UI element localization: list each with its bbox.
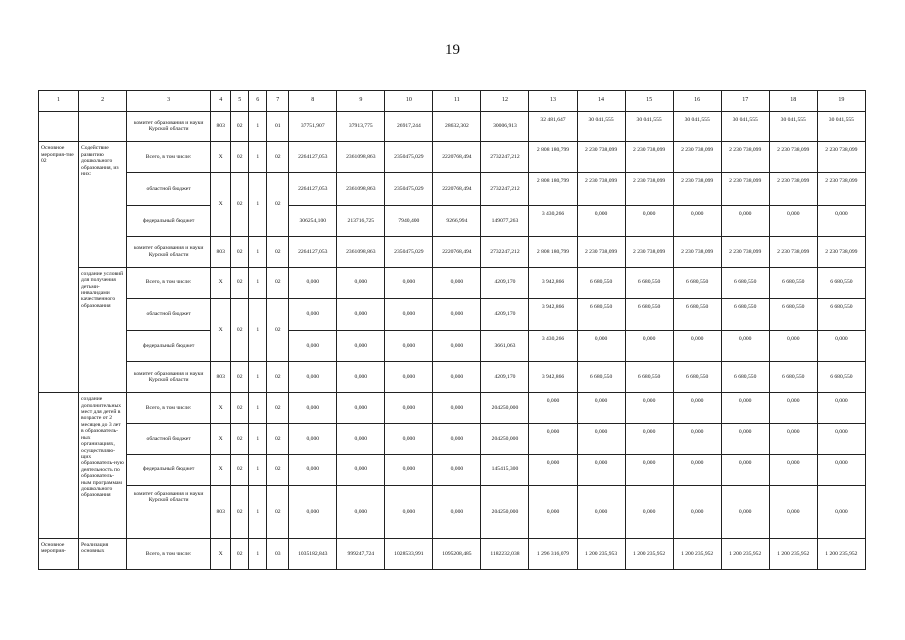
value-cell: 0,000 — [625, 206, 673, 237]
table-row — [39, 539, 866, 570]
header-cell: 12 — [481, 91, 529, 112]
grbs-cell: 803 — [211, 236, 231, 267]
value-cell: 6 680,550 — [577, 267, 625, 298]
event-name-cell: создание дополнительных мест для детей в возрасте от 2 месяцев до 3 лет в образователь-ных организациях, осуществляю-щих образователь-ную деятельность по образователь-ным программам дошкольного образования — [79, 393, 127, 539]
value-cell: 2732247,212 — [481, 236, 529, 267]
value-cell: 6 680,550 — [625, 362, 673, 393]
value-cell: 2361098,863 — [337, 173, 385, 206]
header-cell: 8 — [289, 91, 337, 112]
value-cell: 6 680,550 — [769, 362, 817, 393]
value-cell: 2 230 738,099 — [769, 142, 817, 173]
value-cell: 213716,725 — [337, 206, 385, 237]
value-cell: 0,000 — [673, 454, 721, 485]
value-cell: 3 430,266 — [529, 331, 577, 362]
header-cell: 9 — [337, 91, 385, 112]
value-cell: 26917,244 — [385, 111, 433, 142]
grbs-cell: X — [211, 267, 231, 298]
header-cell: 15 — [625, 91, 673, 112]
value-cell: 2350475,029 — [385, 236, 433, 267]
value-cell: 3 430,266 — [529, 206, 577, 237]
code-cell: 02 — [267, 236, 289, 267]
code-cell: 02 — [267, 298, 289, 362]
value-cell: 4209,170 — [481, 298, 529, 331]
table-row — [39, 485, 866, 538]
value-cell: 1 296 316,079 — [529, 539, 577, 570]
value-cell: 30 041,555 — [769, 111, 817, 142]
pr-cell: 1 — [249, 454, 267, 485]
grbs-cell: X — [211, 173, 231, 237]
pr-cell: 1 — [249, 485, 267, 538]
value-cell: 0,000 — [625, 423, 673, 454]
header-cell: 10 — [385, 91, 433, 112]
value-cell: 2 230 738,099 — [721, 142, 769, 173]
value-cell: 0,000 — [721, 423, 769, 454]
value-cell: 2 230 738,099 — [769, 236, 817, 267]
value-cell: 0,000 — [289, 331, 337, 362]
header-cell: 7 — [267, 91, 289, 112]
value-cell: 4209,170 — [481, 362, 529, 393]
value-cell: 2350475,029 — [385, 173, 433, 206]
table-row — [39, 142, 866, 173]
value-cell: 28632,302 — [433, 111, 481, 142]
source-cell: федеральный бюджет — [127, 331, 211, 362]
value-cell: 6 680,550 — [721, 267, 769, 298]
grbs-cell: X — [211, 454, 231, 485]
pr-cell: 1 — [249, 236, 267, 267]
value-cell: 0,000 — [577, 423, 625, 454]
value-cell: 30 041,555 — [721, 111, 769, 142]
main-event-cell: Основное мероприя-тие 02 — [39, 142, 79, 393]
code-cell: 02 — [267, 423, 289, 454]
source-cell: Всего, в том числе: — [127, 267, 211, 298]
value-cell: 0,000 — [385, 331, 433, 362]
value-cell: 0,000 — [433, 393, 481, 424]
value-cell: 0,000 — [769, 454, 817, 485]
value-cell: 0,000 — [625, 454, 673, 485]
rz-cell: 02 — [231, 423, 249, 454]
value-cell: 37913,775 — [337, 111, 385, 142]
value-cell: 204250,000 — [481, 423, 529, 454]
value-cell: 2 808 180,799 — [529, 142, 577, 173]
value-cell: 0,000 — [289, 298, 337, 331]
rz-cell: 02 — [231, 111, 249, 142]
value-cell: 1 200 235,952 — [625, 539, 673, 570]
value-cell: 3 942,866 — [529, 362, 577, 393]
value-cell: 2 230 738,099 — [769, 173, 817, 206]
value-cell: 0,000 — [817, 423, 865, 454]
table-row — [39, 393, 866, 424]
value-cell: 6 680,550 — [769, 298, 817, 331]
code-cell: 02 — [267, 142, 289, 173]
source-cell: федеральный бюджет — [127, 454, 211, 485]
value-cell: 0,000 — [289, 362, 337, 393]
source-cell: Всего, в том числе: — [127, 142, 211, 173]
value-cell: 6 680,550 — [817, 298, 865, 331]
value-cell: 0,000 — [433, 362, 481, 393]
value-cell: 0,000 — [433, 454, 481, 485]
rz-cell: 02 — [231, 267, 249, 298]
source-cell: комитет образования и науки Курской области — [127, 362, 211, 393]
pr-cell: 1 — [249, 111, 267, 142]
value-cell: 0,000 — [289, 485, 337, 538]
value-cell: 30 041,555 — [673, 111, 721, 142]
source-cell: комитет образования и науки Курской области — [127, 236, 211, 267]
value-cell: 2 230 738,099 — [817, 173, 865, 206]
value-cell: 2 230 738,099 — [625, 142, 673, 173]
value-cell: 204250,000 — [481, 393, 529, 424]
header-cell: 1 — [39, 91, 79, 112]
value-cell: 0,000 — [529, 393, 577, 424]
value-cell: 0,000 — [769, 206, 817, 237]
value-cell: 6 680,550 — [577, 298, 625, 331]
value-cell: 1 200 235,952 — [721, 539, 769, 570]
value-cell: 6 680,550 — [817, 267, 865, 298]
value-cell: 0,000 — [385, 485, 433, 538]
value-cell: 0,000 — [433, 331, 481, 362]
page-number: 19 — [445, 42, 460, 58]
value-cell: 2 230 738,099 — [625, 173, 673, 206]
table-row — [39, 236, 866, 267]
value-cell: 145415,300 — [481, 454, 529, 485]
value-cell: 6 680,550 — [721, 362, 769, 393]
value-cell: 0,000 — [673, 393, 721, 424]
value-cell: 6 680,550 — [673, 362, 721, 393]
table-row — [39, 206, 866, 237]
rz-cell: 02 — [231, 393, 249, 424]
value-cell: 0,000 — [289, 393, 337, 424]
grbs-cell: X — [211, 298, 231, 362]
value-cell: 30006,913 — [481, 111, 529, 142]
rz-cell: 02 — [231, 142, 249, 173]
code-cell: 02 — [267, 173, 289, 237]
event-name-cell: Реализация основных — [79, 539, 127, 570]
value-cell: 0,000 — [337, 331, 385, 362]
value-cell: 0,000 — [385, 298, 433, 331]
header-cell: 6 — [249, 91, 267, 112]
value-cell: 0,000 — [433, 267, 481, 298]
table-row — [39, 331, 866, 362]
value-cell: 306254,100 — [289, 206, 337, 237]
value-cell: 2264127,053 — [289, 236, 337, 267]
source-cell: областной бюджет — [127, 423, 211, 454]
pr-cell: 1 — [249, 298, 267, 362]
value-cell: 0,000 — [721, 454, 769, 485]
value-cell: 2361098,863 — [337, 236, 385, 267]
value-cell: 0,000 — [817, 393, 865, 424]
table-row — [39, 298, 866, 331]
value-cell: 0,000 — [673, 423, 721, 454]
value-cell: 149077,263 — [481, 206, 529, 237]
table-row — [39, 267, 866, 298]
value-cell: 1028533,991 — [385, 539, 433, 570]
table-row — [39, 111, 866, 142]
main-event-cell — [39, 393, 79, 539]
value-cell: 2 230 738,099 — [577, 142, 625, 173]
value-cell: 2 230 738,099 — [817, 142, 865, 173]
source-cell: комитет образования и науки Курской области — [127, 111, 211, 142]
rz-cell: 02 — [231, 173, 249, 237]
table-row — [39, 362, 866, 393]
event-name-cell: создание условий для получения детьми-инвалидами качественного образования — [79, 267, 127, 392]
pr-cell: 1 — [249, 539, 267, 570]
value-cell: 30 041,555 — [577, 111, 625, 142]
grbs-cell: X — [211, 393, 231, 424]
header-row — [39, 91, 866, 112]
value-cell: 0,000 — [385, 362, 433, 393]
value-cell: 0,000 — [337, 298, 385, 331]
value-cell: 0,000 — [673, 485, 721, 538]
value-cell: 0,000 — [385, 454, 433, 485]
value-cell: 2361098,863 — [337, 142, 385, 173]
source-cell: областной бюджет — [127, 173, 211, 206]
value-cell: 2 230 738,099 — [577, 236, 625, 267]
value-cell: 0,000 — [625, 393, 673, 424]
value-cell: 0,000 — [721, 331, 769, 362]
value-cell: 2 808 180,799 — [529, 173, 577, 206]
value-cell: 2 230 738,099 — [721, 236, 769, 267]
value-cell: 6 680,550 — [769, 267, 817, 298]
value-cell: 0,000 — [337, 423, 385, 454]
value-cell: 0,000 — [817, 331, 865, 362]
value-cell: 6 680,550 — [817, 362, 865, 393]
source-cell: комитет образования и науки Курской области — [127, 485, 211, 538]
value-cell: 0,000 — [529, 454, 577, 485]
main-event-cell: Основное мероприя- — [39, 539, 79, 570]
source-cell: Всего, в том числе: — [127, 539, 211, 570]
value-cell: 32 481,647 — [529, 111, 577, 142]
value-cell: 2 230 738,099 — [577, 173, 625, 206]
rz-cell: 02 — [231, 362, 249, 393]
value-cell: 0,000 — [337, 362, 385, 393]
grbs-cell: X — [211, 423, 231, 454]
value-cell: 4209,170 — [481, 267, 529, 298]
value-cell: 37751,907 — [289, 111, 337, 142]
value-cell: 30 041,555 — [625, 111, 673, 142]
pr-cell: 1 — [249, 173, 267, 237]
value-cell: 0,000 — [289, 267, 337, 298]
value-cell: 0,000 — [529, 423, 577, 454]
value-cell: 9266,994 — [433, 206, 481, 237]
rz-cell: 02 — [231, 298, 249, 362]
table-row — [39, 173, 866, 206]
value-cell: 1182232,038 — [481, 539, 529, 570]
value-cell: 3661,063 — [481, 331, 529, 362]
value-cell: 1 200 235,952 — [769, 539, 817, 570]
code-cell: 02 — [267, 362, 289, 393]
value-cell: 0,000 — [385, 267, 433, 298]
header-cell: 18 — [769, 91, 817, 112]
value-cell: 1035182,843 — [289, 539, 337, 570]
header-cell: 17 — [721, 91, 769, 112]
value-cell: 6 680,550 — [673, 298, 721, 331]
value-cell: 0,000 — [529, 485, 577, 538]
table-row — [39, 423, 866, 454]
code-cell: 02 — [267, 393, 289, 424]
value-cell: 0,000 — [769, 485, 817, 538]
value-cell: 1 200 235,952 — [673, 539, 721, 570]
value-cell: 2732247,212 — [481, 173, 529, 206]
rz-cell: 02 — [231, 539, 249, 570]
value-cell: 0,000 — [721, 393, 769, 424]
rz-cell: 02 — [231, 236, 249, 267]
value-cell: 2 230 738,099 — [721, 173, 769, 206]
pr-cell: 1 — [249, 393, 267, 424]
value-cell: 0,000 — [433, 423, 481, 454]
value-cell: 0,000 — [337, 485, 385, 538]
value-cell: 0,000 — [337, 393, 385, 424]
code-cell: 02 — [267, 454, 289, 485]
value-cell: 1 200 235,952 — [817, 539, 865, 570]
header-cell: 11 — [433, 91, 481, 112]
value-cell: 2 230 738,099 — [673, 142, 721, 173]
value-cell: 0,000 — [577, 454, 625, 485]
header-cell: 14 — [577, 91, 625, 112]
value-cell: 6 680,550 — [625, 267, 673, 298]
source-cell: Всего, в том числе: — [127, 393, 211, 424]
value-cell: 2 230 738,099 — [673, 236, 721, 267]
value-cell: 2220768,494 — [433, 236, 481, 267]
grbs-cell: X — [211, 142, 231, 173]
value-cell: 6 680,550 — [673, 267, 721, 298]
grbs-cell: X — [211, 539, 231, 570]
value-cell: 999247,724 — [337, 539, 385, 570]
value-cell: 2 808 180,799 — [529, 236, 577, 267]
value-cell: 2 230 738,099 — [625, 236, 673, 267]
value-cell: 0,000 — [625, 331, 673, 362]
value-cell: 0,000 — [385, 393, 433, 424]
value-cell: 0,000 — [673, 206, 721, 237]
value-cell: 2732247,212 — [481, 142, 529, 173]
value-cell: 0,000 — [721, 485, 769, 538]
value-cell: 2 230 738,099 — [673, 173, 721, 206]
code-cell: 03 — [267, 539, 289, 570]
header-cell: 13 — [529, 91, 577, 112]
value-cell: 2220768,494 — [433, 173, 481, 206]
header-cell: 4 — [211, 91, 231, 112]
event-name-cell — [79, 111, 127, 142]
value-cell: 0,000 — [289, 454, 337, 485]
value-cell: 1095208,485 — [433, 539, 481, 570]
value-cell: 0,000 — [337, 267, 385, 298]
pr-cell: 1 — [249, 362, 267, 393]
source-cell: областной бюджет — [127, 298, 211, 331]
code-cell: 02 — [267, 485, 289, 538]
rz-cell: 02 — [231, 454, 249, 485]
value-cell: 6 680,550 — [721, 298, 769, 331]
grbs-cell: 803 — [211, 111, 231, 142]
value-cell: 0,000 — [433, 298, 481, 331]
header-cell: 19 — [817, 91, 865, 112]
value-cell: 2220768,494 — [433, 142, 481, 173]
table-row — [39, 454, 866, 485]
value-cell: 2350475,029 — [385, 142, 433, 173]
value-cell: 2264127,053 — [289, 173, 337, 206]
event-name-cell: Содействие развитию дошкольного образования, из них: — [79, 142, 127, 267]
rz-cell: 02 — [231, 485, 249, 538]
value-cell: 0,000 — [817, 485, 865, 538]
value-cell: 30 041,555 — [817, 111, 865, 142]
value-cell: 0,000 — [721, 206, 769, 237]
value-cell: 0,000 — [433, 485, 481, 538]
header-cell: 2 — [79, 91, 127, 112]
code-cell: 01 — [267, 111, 289, 142]
value-cell: 0,000 — [673, 331, 721, 362]
pr-cell: 1 — [249, 423, 267, 454]
value-cell: 6 680,550 — [577, 362, 625, 393]
value-cell: 3 942,866 — [529, 267, 577, 298]
header-cell: 3 — [127, 91, 211, 112]
value-cell: 0,000 — [769, 393, 817, 424]
value-cell: 0,000 — [577, 206, 625, 237]
source-cell: федеральный бюджет — [127, 206, 211, 237]
value-cell: 0,000 — [385, 423, 433, 454]
value-cell: 3 942,866 — [529, 298, 577, 331]
value-cell: 0,000 — [769, 331, 817, 362]
value-cell: 0,000 — [577, 485, 625, 538]
value-cell: 0,000 — [289, 423, 337, 454]
grbs-cell: 803 — [211, 362, 231, 393]
value-cell: 0,000 — [577, 331, 625, 362]
value-cell: 0,000 — [817, 206, 865, 237]
pr-cell: 1 — [249, 267, 267, 298]
header-cell: 16 — [673, 91, 721, 112]
grbs-cell: 803 — [211, 485, 231, 538]
value-cell: 2 230 738,099 — [817, 236, 865, 267]
value-cell: 7940,400 — [385, 206, 433, 237]
budget-table — [38, 90, 866, 570]
value-cell: 0,000 — [817, 454, 865, 485]
value-cell: 0,000 — [769, 423, 817, 454]
value-cell: 1 200 235,953 — [577, 539, 625, 570]
value-cell: 204250,000 — [481, 485, 529, 538]
value-cell: 6 680,550 — [625, 298, 673, 331]
value-cell: 0,000 — [625, 485, 673, 538]
code-cell: 02 — [267, 267, 289, 298]
header-cell: 5 — [231, 91, 249, 112]
value-cell: 2264127,053 — [289, 142, 337, 173]
value-cell: 0,000 — [577, 393, 625, 424]
pr-cell: 1 — [249, 142, 267, 173]
value-cell: 0,000 — [337, 454, 385, 485]
event-cell — [39, 111, 79, 142]
